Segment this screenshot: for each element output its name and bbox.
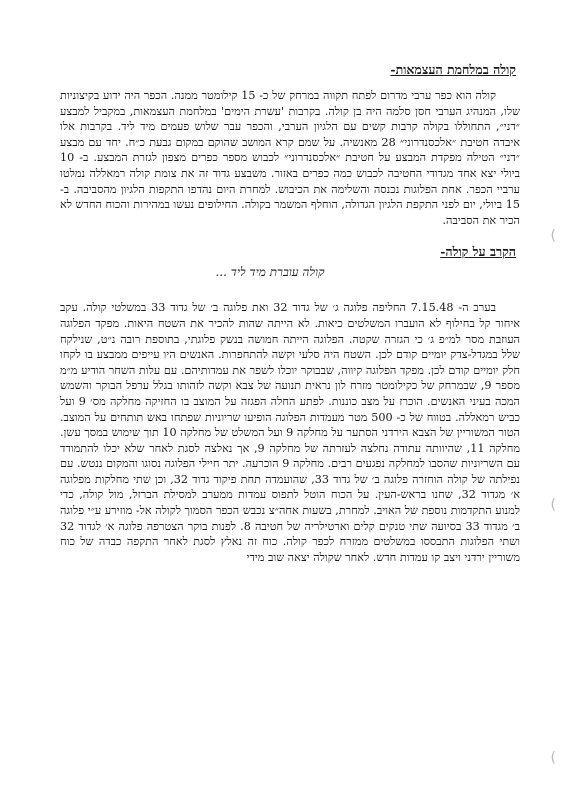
document-page — [60, 62, 520, 565]
section-heading-battle: הקרב על קולה- — [440, 244, 516, 260]
section-subtitle: קולה עוברת מיד ליד ... — [215, 265, 325, 280]
margin-mark: ( — [550, 228, 556, 244]
margin-mark: ( — [550, 750, 556, 766]
section-heading-independence-war: קולה במלחמת העצמאות- — [390, 62, 516, 77]
paragraph-battle: בערב ה- 7.15.48 החליפה פלוגה ג׳ של גדוד 32 ואת פלוגה ב׳ של גדוד 33 במשלטי קולה. עקב איחור קל בחילוף לא הועברו המשלטים כיאות. לא הייתה שהות להכיר את השטח היאות. מפקד הפלוגה העוזבת מסר למ״פ ג׳ כי הגזרה שקטה. הפלוגה הייתה חמושה בנשק פלוגתי, בתוספת רובה נ״ט, שנילקח שלל במגדל-צדק יומיים קודם לכן. השטח היה סלעי וקשה להתחפרות. האנשים היו עייפים ממבצע בו לקחו חלק יומיים קודם לכן. מפקד הפלוגה קיווה, שבבוקר יוכלו לשפר את עמדותיהם. עם עלות השחר הודיע מ״מ מספר 9, שבמרחק של כקילומטר מזרח לון נראית תנועה של צבא וקשה לזהותו בגלל ערפל הבוקר והשמש המכה בעיני האנשים. הוכרז על מצב כוננות. לפתע החלה הפגזה על המוצב בו החזיקה מחלקה מס׳ 9 ועל כביש רמאללה. בטווח של כ- 500 מטר מעמדות הפלוגה הופיעו שריוניות שפתחו באש תותחים על המוצב. הטור המשוריין של הצבא הירדני הסתער על מחלקה 9 ועל המשלט של מחלקה 10 תוך שימוש במסך עשן. מחלקה 11, שהיוותה עתודה נחלצה לעזרתה של מחלקה 9, אך נאלצה לסגת לאחר שלא יכלו להתמודד עם השריוניות שהסבו למחלקה נפגעים רבים. מחלקה 9 הוכרעה. יתר חיילי הפלוגה נסוגו והמקום ננטש. עם נפילתה של קולה הוחזרה פלוגה ב׳ של גדוד 33, שהועמדה תחת פיקוד גדוד 32, וכן שתי מחלקות מפלוגה א׳ מגדוד 32, שחנו בראש-העין. על הכוח הוטל לתפוס עמדות ממערב למסילת הברזל, מול קולה, כדי למנוע התקדמות נוספת של האויב. למחרת, בשעות אחה״צ נכבש הכפר הסמוך לקולה אל- מוזירע ע״י פלוגה ב׳ מגדוד 33 בסיועה שתי טנקים קלים וארטילריה של חטיבה 8. לפנות בוקר הצטרפה פלוגה א׳ לגדוד 32 ושתי הפלוגות התבססו במשלטים ממזרח לכפר קולה. כוח זה נאלץ לסגת לאחר התקפה כבדה של כוח משוריין ירדני ויצב קו עמדות חדש. לאחר שקולה יצאה שוב מידי — [60, 301, 521, 564]
paragraph-history: קולה הוא כפר ערבי מדרום לפתח תקווה במרחק של כ- 15 קילומטר ממנה. הכפר היה ידוע בקיצוניות שלו, המנהיג הערבי חסן סלמה היה בן קולה. בקרבות 'עשרת הימים' במלחמת העצמאות, במקביל למבצע ״דני״, התחוללו בקולה קרבות קשים עם הלגיון הערבי, והכפר עבר שלוש פעמים מיד ליד. בקרבות אלו איבדה חטיבת ״אלכסנדרוני״ 28 מאנשיה. על שמם קרא המושב שהוקם במקום גבעת כ״ח. יחד עם מבצע ״דני״ הטילה מפקדת המבצע על חטיבת ״אלכסנדרוני״ לכבוש מספר כפרים מצפון לגזרת המבצע. ב- 10 ביולי יצא אחד מגדודי החטיבה לכבוש כמה כפרים באזור. משבצע גדוד זה את צומת קולה רמאללה נמלטו ערביי הכפר. אחת הפלוגות נכנסה והשלימה את הכיבוש. למחרת היום נהדפו התקפות הלגיון מהסביבה. ב- 15 ביולי, יום לפני התקפת הלגיון הגדולה, הוחלף המשמר בקולה. החילופים נעשו במהירות והכוח החדש לא הכיר את הסביבה. — [60, 89, 520, 227]
margin-mark: ( — [550, 497, 556, 513]
